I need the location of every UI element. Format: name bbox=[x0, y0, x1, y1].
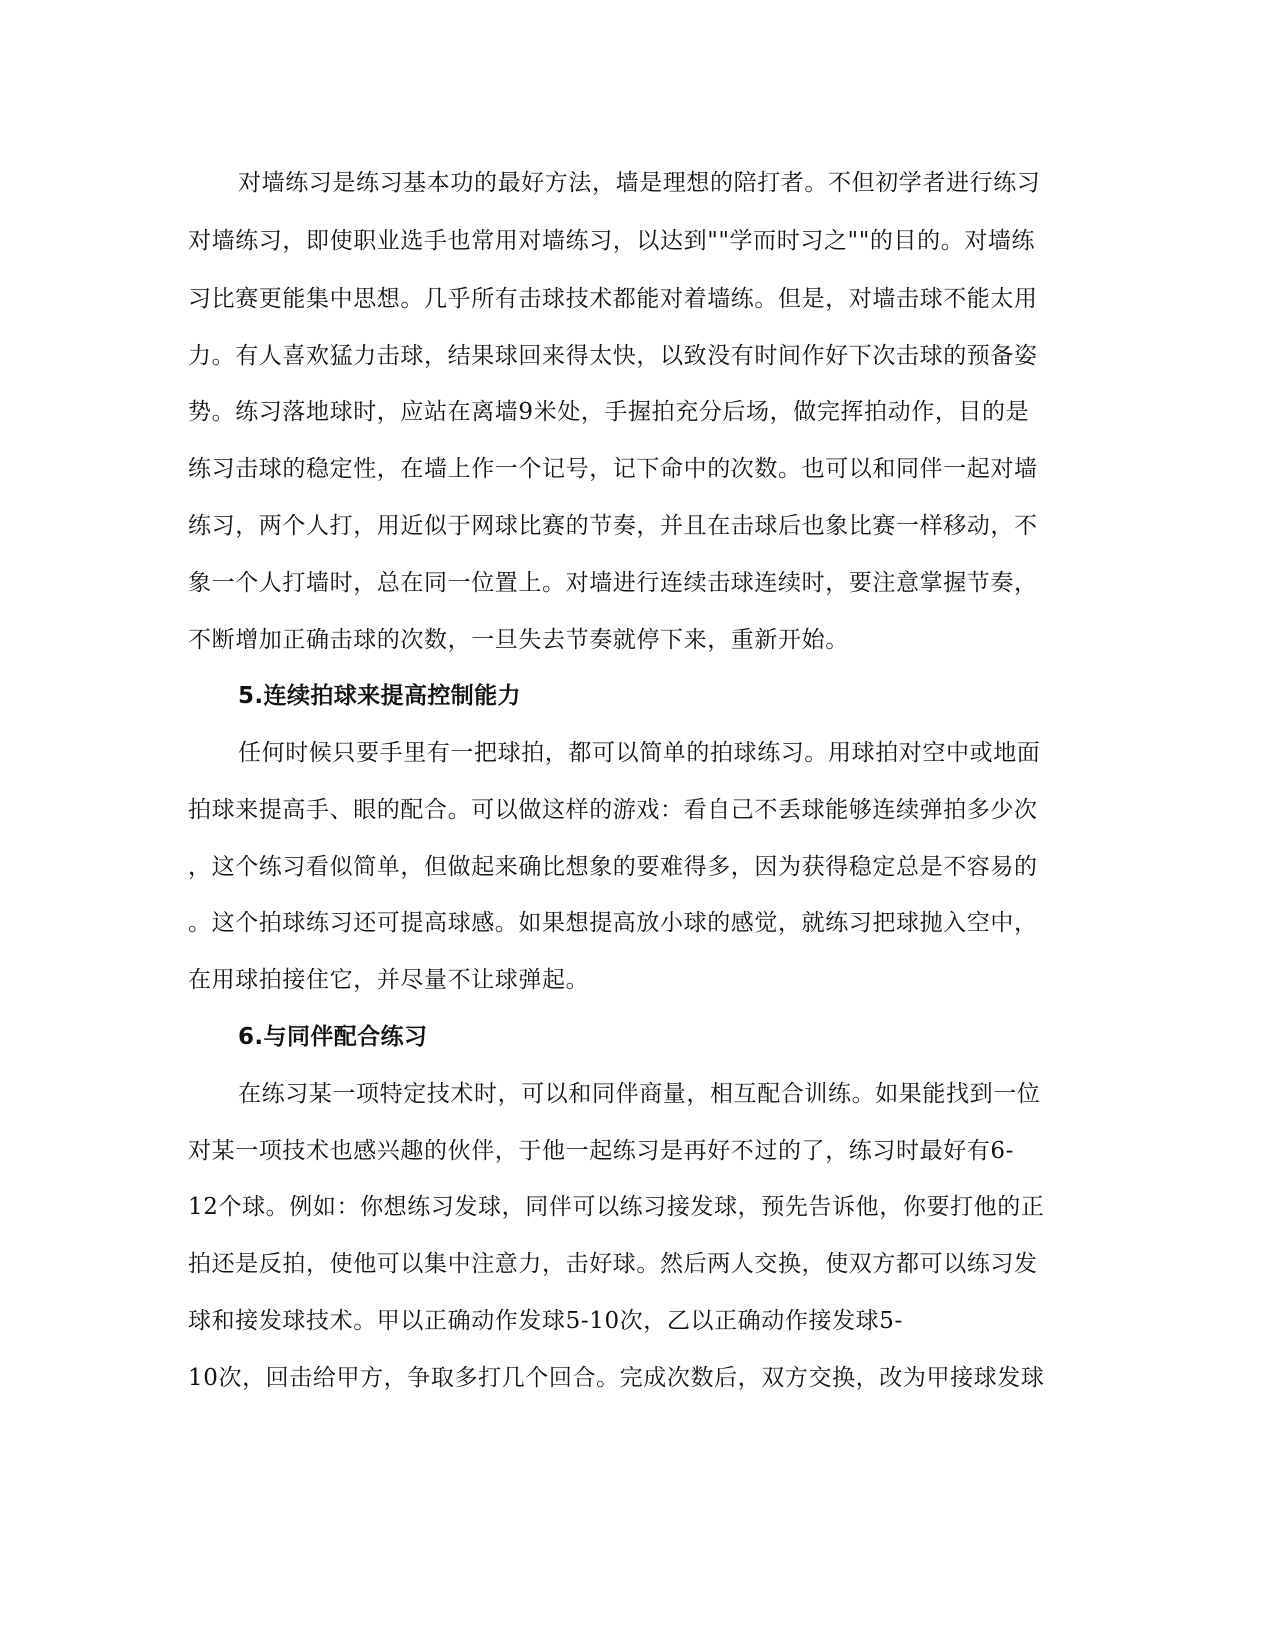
paragraph-line: 不断增加正确击球的次数，一旦失去节奏就停下来，重新开始。 bbox=[188, 627, 849, 653]
paragraph-line: 拍球来提高手、眼的配合。可以做这样的游戏：看自己不丢球能够连续弹拍多少次 bbox=[188, 797, 1038, 823]
paragraph-line: 习比赛更能集中思想。几乎所有击球技术都能对着墙练。但是，对墙击球不能太用 bbox=[188, 286, 1038, 312]
paragraph-line: ，这个练习看似简单，但做起来确比想象的要难得多，因为获得稳定总是不容易的 bbox=[188, 854, 1038, 880]
paragraph-line: 任何时候只要手里有一把球拍，都可以简单的拍球练习。用球拍对空中或地面 bbox=[238, 740, 1041, 766]
paragraph-line: 对某一项技术也感兴趣的伙伴，于他一起练习是再好不过的了，练习时最好有6- bbox=[188, 1138, 1015, 1164]
paragraph-line: 力。有人喜欢猛力击球，结果球回来得太快，以致没有时间作好下次击球的预备姿 bbox=[188, 343, 1038, 369]
paragraph-line: 拍还是反拍，使他可以集中注意力，击好球。然后两人交换，使双方都可以练习发 bbox=[188, 1251, 1038, 1277]
paragraph-line: 对墙练习是练习基本功的最好方法，墙是理想的陪打者。不但初学者进行练习 bbox=[238, 170, 1041, 196]
paragraph-line: 势。练习落地球时，应站在离墙9米处，手握拍充分后场，做完挥拍动作，目的是 bbox=[188, 399, 1030, 425]
paragraph-line: 在练习某一项特定技术时，可以和同伴商量，相互配合训练。如果能找到一位 bbox=[238, 1081, 1041, 1107]
section-heading: 6.与同伴配合练习 bbox=[238, 1024, 428, 1050]
paragraph-line: 练习，两个人打，用近似于网球比赛的节奏，并且在击球后也象比赛一样移动，不 bbox=[188, 513, 1038, 539]
paragraph-line: 对墙练习，即使职业选手也常用对墙练习，以达到""学而时习之""的目的。对墙练 bbox=[188, 228, 1036, 254]
section-heading: 5.连续拍球来提高控制能力 bbox=[238, 683, 521, 709]
paragraph-line: 练习击球的稳定性，在墙上作一个记号，记下命中的次数。也可以和同伴一起对墙 bbox=[188, 456, 1038, 482]
paragraph-line: 象一个人打墙时，总在同一位置上。对墙进行连续击球连续时，要注意掌握节奏， bbox=[188, 570, 1038, 596]
paragraph-line: 。这个拍球练习还可提高球感。如果想提高放小球的感觉，就练习把球抛入空中， bbox=[188, 910, 1038, 936]
paragraph-line: 12个球。例如：你想练习发球，同伴可以练习接发球，预先告诉他，你要打他的正 bbox=[188, 1194, 1045, 1220]
paragraph-line: 在用球拍接住它，并尽量不让球弹起。 bbox=[188, 967, 590, 993]
paragraph-line: 10次，回击给甲方，争取多打几个回合。完成次数后，双方交换，改为甲接球发球 bbox=[188, 1365, 1045, 1391]
paragraph-line: 球和接发球技术。甲以正确动作发球5-10次，乙以正确动作接发球5- bbox=[188, 1308, 903, 1334]
